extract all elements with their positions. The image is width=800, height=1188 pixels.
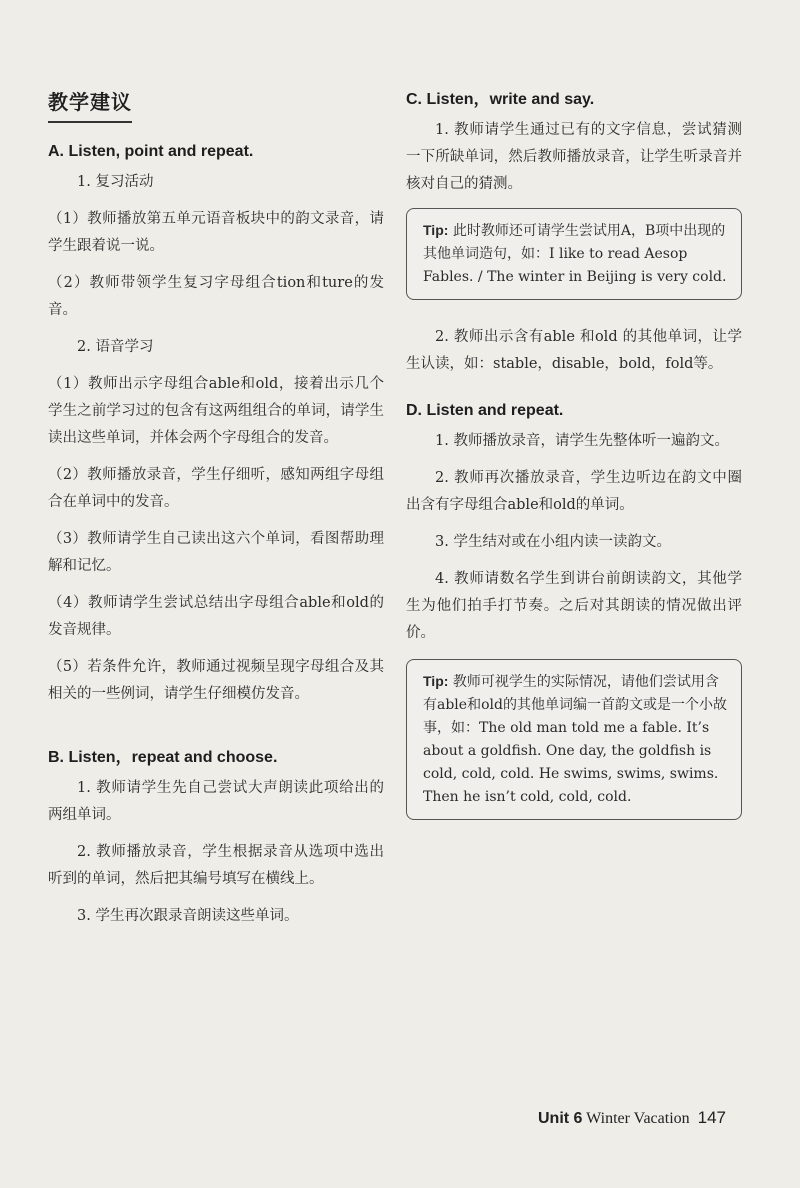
paragraph: （4）教师请学生尝试总结出字母组合able和old的发音规律。 — [48, 595, 384, 638]
paragraph: 2. 教师再次播放录音，学生边听边在韵文中圈出含有字母组合able和old的单词。 — [406, 470, 742, 513]
paragraph: （1）教师播放第五单元语音板块中的韵文录音，请学生跟着说一说。 — [48, 211, 384, 254]
left-column — [48, 80, 384, 940]
paragraph: （5）若条件允许，教师通过视频呈现字母组合及其相关的一些例词，请学生仔细模仿发音。 — [48, 659, 384, 702]
paragraph: 2. 教师出示含有able 和old 的其他单词，让学生认读，如：stable，disable，bold，fold等。 — [406, 329, 742, 372]
paragraph: 1. 复习活动 — [77, 174, 154, 190]
tip-text: 教师可视学生的实际情况，请他们尝试用含有able和old的其他单词编一首韵文或是一个小故事，如：The old man told me a fable. It’s about a goldfish. One day, the goldfish is cold, cold, cold. He swims, swims, swims. Then he isn’t cold, cold, cold. — [423, 674, 727, 805]
paragraph: 2. 教师播放录音，学生根据录音从选项中选出听到的单词，然后把其编号填写在横线上。 — [48, 844, 384, 887]
tip-label: Tip: — [423, 222, 449, 238]
paragraph: （2）教师播放录音，学生仔细听，感知两组字母组合在单词中的发音。 — [48, 467, 384, 510]
section-a-heading: A. Listen, point and repeat. — [48, 143, 254, 160]
paragraph: 2. 语音学习 — [77, 339, 154, 355]
unit-title: Winter Vacation — [582, 1110, 690, 1127]
paragraph: （1）教师出示字母组合able和old，接着出示几个学生之前学习过的包含有这两组组合的单词，请学生读出这些单词，并体会两个字母组合的发音。 — [48, 376, 384, 446]
page-number: 147 — [697, 1108, 727, 1127]
unit-label: Unit 6 — [538, 1110, 583, 1127]
paragraph: 1. 教师播放录音，请学生先整体听一遍韵文。 — [435, 433, 729, 449]
paragraph: 4. 教师请数名学生到讲台前朗读韵文，其他学生为他们拍手打节奏。之后对其朗读的情况做出评价。 — [406, 571, 742, 641]
section-d-heading: D. Listen and repeat. — [406, 402, 564, 419]
page-footer — [538, 1108, 726, 1128]
page-title: 教学建议 — [48, 86, 132, 123]
paragraph: （3）教师请学生自己读出这六个单词，看图帮助理解和记忆。 — [48, 531, 384, 574]
section-c-heading: C. Listen，write and say. — [406, 91, 595, 108]
paragraph: 1. 教师请学生先自己尝试大声朗读此项给出的两组单词。 — [48, 780, 384, 823]
tip-box — [406, 659, 742, 820]
right-column — [406, 80, 742, 844]
tip-box — [406, 208, 742, 300]
tip-text: 此时教师还可请学生尝试用A，B项中出现的其他单词造句，如：I like to read Aesop Fables. / The winter in Beijing is very cold. — [423, 223, 727, 285]
tip-label: Tip: — [423, 673, 449, 689]
paragraph: 1. 教师请学生通过已有的文字信息，尝试猜测一下所缺单词，然后教师播放录音，让学生听录音并核对自己的猜测。 — [406, 122, 742, 192]
paragraph: 3. 学生再次跟录音朗读这些单词。 — [77, 908, 299, 924]
section-b-heading: B. Listen，repeat and choose. — [48, 749, 278, 766]
paragraph: （2）教师带领学生复习字母组合tion和ture的发音。 — [48, 275, 384, 318]
paragraph: 3. 学生结对或在小组内读一读韵文。 — [435, 534, 671, 550]
